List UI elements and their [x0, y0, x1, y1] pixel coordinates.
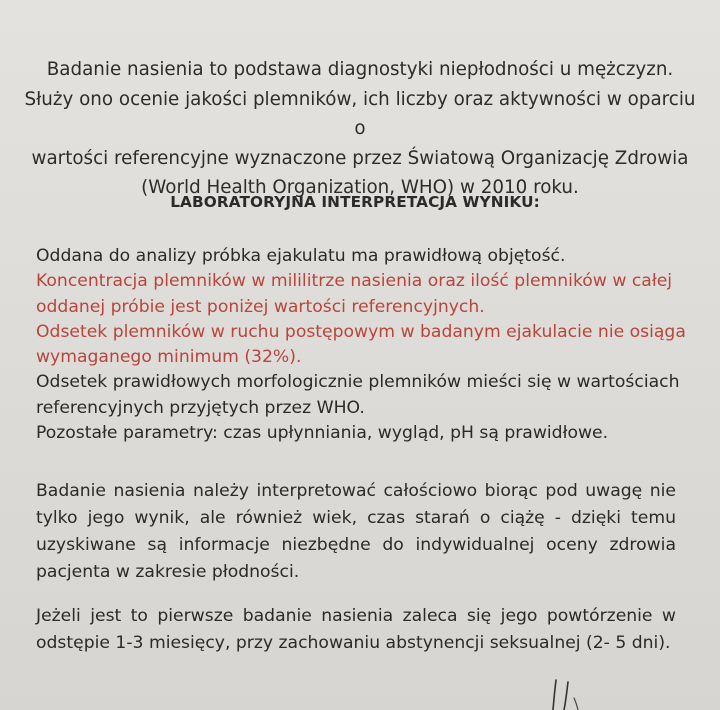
finding-concentration: Koncentracja plemników w mililitrze nasienia oraz ilość plemników w całej oddanej próbie jest poniżej wartości referencyjnych. — [36, 271, 673, 317]
recommendation-text: Jeżeli jest to pierwsze badanie nasienia zaleca się jego powtórzenie w odstępie 1-3 miesięcy, przy zachowaniu abstynencji seksualnej (2- 5 dni). — [36, 606, 676, 653]
intro-line-3: wartości referencyjne wyznaczone przez Światową Organizację Zdrowia — [31, 147, 689, 169]
recommendation-paragraph — [36, 603, 676, 657]
handwritten-mark — [548, 676, 588, 710]
finding-other-parameters: Pozostałe parametry: czas upłynniania, wygląd, pH są prawidłowe. — [36, 423, 609, 444]
intro-line-4: (World Health Organization, WHO) w 2010 roku. — [141, 177, 579, 198]
interpretation-text: Badanie nasienia należy interpretować całościowo biorąc pod uwagę nie tylko jego wynik, ale również wiek, czas starań o ciążę - dzięki temu uzyskiwane są informacje niezbędne do indywidualnej oceny zdrowia pacjenta w zakresie płodności. — [36, 481, 676, 582]
finding-motility: Odsetek plemników w ruchu postępowym w badanym ejakulacie nie osiąga wymaganego minimum (32%). — [36, 321, 686, 368]
interpretation-paragraph — [36, 478, 676, 586]
section-title: LABORATORYJNA INTERPRETACJA WYNIKU: — [170, 193, 540, 211]
intro-text — [20, 55, 700, 203]
intro-line-1: Badanie nasienia to podstawa diagnostyki niepłodności u mężczyzn. — [46, 59, 674, 80]
finding-morphology: Odsetek prawidłowych morfologicznie plemników mieści się w wartościach referencyjnych przyjętych przez WHO. — [36, 372, 680, 418]
intro-line-2: Służy ono ocenie jakości plemników, ich liczby oraz aktywności w oparciu o — [24, 88, 696, 139]
findings-list — [36, 244, 706, 446]
finding-volume: Oddana do analizy próbka ejakulatu ma prawidłową objętość. — [36, 246, 566, 266]
